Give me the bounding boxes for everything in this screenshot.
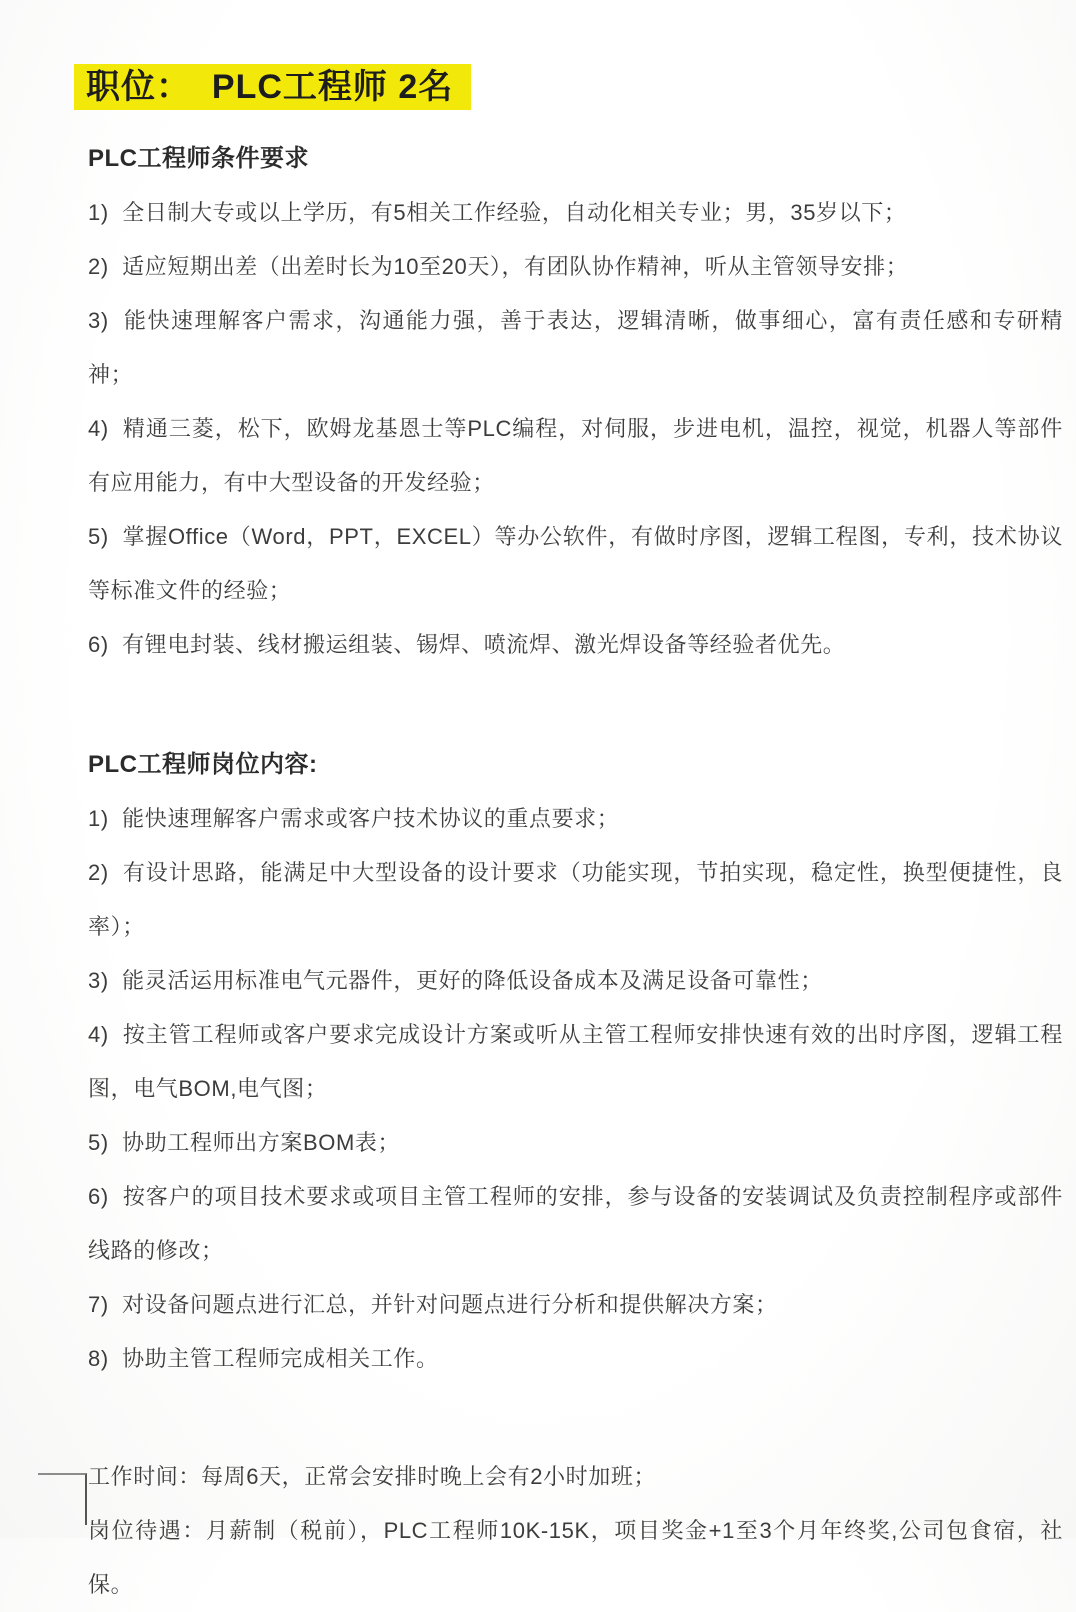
section-heading-requirements: PLC工程师条件要求	[88, 145, 309, 172]
requirement-item: 3) 能快速理解客户需求，沟通能力强，善于表达，逻辑清晰，做事细心，富有责任感和专研精神；	[88, 308, 1063, 387]
duty-item: 5) 协助工程师出方案BOM表；	[88, 1130, 401, 1155]
requirement-item: 1) 全日制大专或以上学历，有5相关工作经验，自动化相关专业；男，35岁以下；	[88, 200, 907, 225]
job-title: 职位： PLC工程师 2名	[86, 68, 454, 106]
duty-item: 1) 能快速理解客户需求或客户技术协议的重点要求；	[88, 806, 620, 831]
duty-item: 4) 按主管工程师或客户要求完成设计方案或听从主管工程师安排快速有效的出时序图，逻辑工程图，电气BOM,电气图；	[88, 1022, 1063, 1101]
work-time-line: 工作时间：每周6天，正常会安排时晚上会有2小时加班；	[88, 1464, 657, 1489]
requirement-item: 5) 掌握Office（Word，PPT，EXCEL）等办公软件，有做时序图，逻辑工程图，专利，技术协议等标准文件的经验；	[88, 524, 1063, 603]
duty-item: 7) 对设备问题点进行汇总，并针对问题点进行分析和提供解决方案；	[88, 1292, 778, 1317]
job-title-highlight	[74, 64, 471, 110]
duty-item: 8) 协助主管工程师完成相关工作。	[88, 1346, 439, 1371]
duty-item: 2) 有设计思路，能满足中大型设备的设计要求（功能实现，节拍实现，稳定性，换型便捷性，良率）；	[88, 860, 1063, 939]
requirement-item: 6) 有锂电封装、线材搬运组装、锡焊、喷流焊、激光焊设备等经验者优先。	[88, 632, 846, 657]
duties-list	[88, 792, 1063, 1386]
compensation-line: 岗位待遇：月薪制（税前），PLC工程师10K-15K，项目奖金+1至3个月年终奖,公司包食宿，社保。	[88, 1518, 1063, 1597]
duty-item: 6) 按客户的项目技术要求或项目主管工程师的安排，参与设备的安装调试及负责控制程序或部件线路的修改；	[88, 1184, 1063, 1263]
terms-block	[88, 1450, 1063, 1612]
page-corner-mark	[38, 1473, 87, 1525]
duty-item: 3) 能灵活运用标准电气元器件，更好的降低设备成本及满足设备可靠性；	[88, 968, 823, 993]
requirements-list	[88, 186, 1063, 672]
requirement-item: 4) 精通三菱，松下，欧姆龙基恩士等PLC编程，对伺服，步进电机，温控，视觉，机器人等部件有应用能力，有中大型设备的开发经验；	[88, 416, 1063, 495]
requirement-item: 2) 适应短期出差（出差时长为10至20天），有团队协作精神，听从主管领导安排；	[88, 254, 909, 279]
section-heading-duties: PLC工程师岗位内容:	[88, 751, 318, 778]
